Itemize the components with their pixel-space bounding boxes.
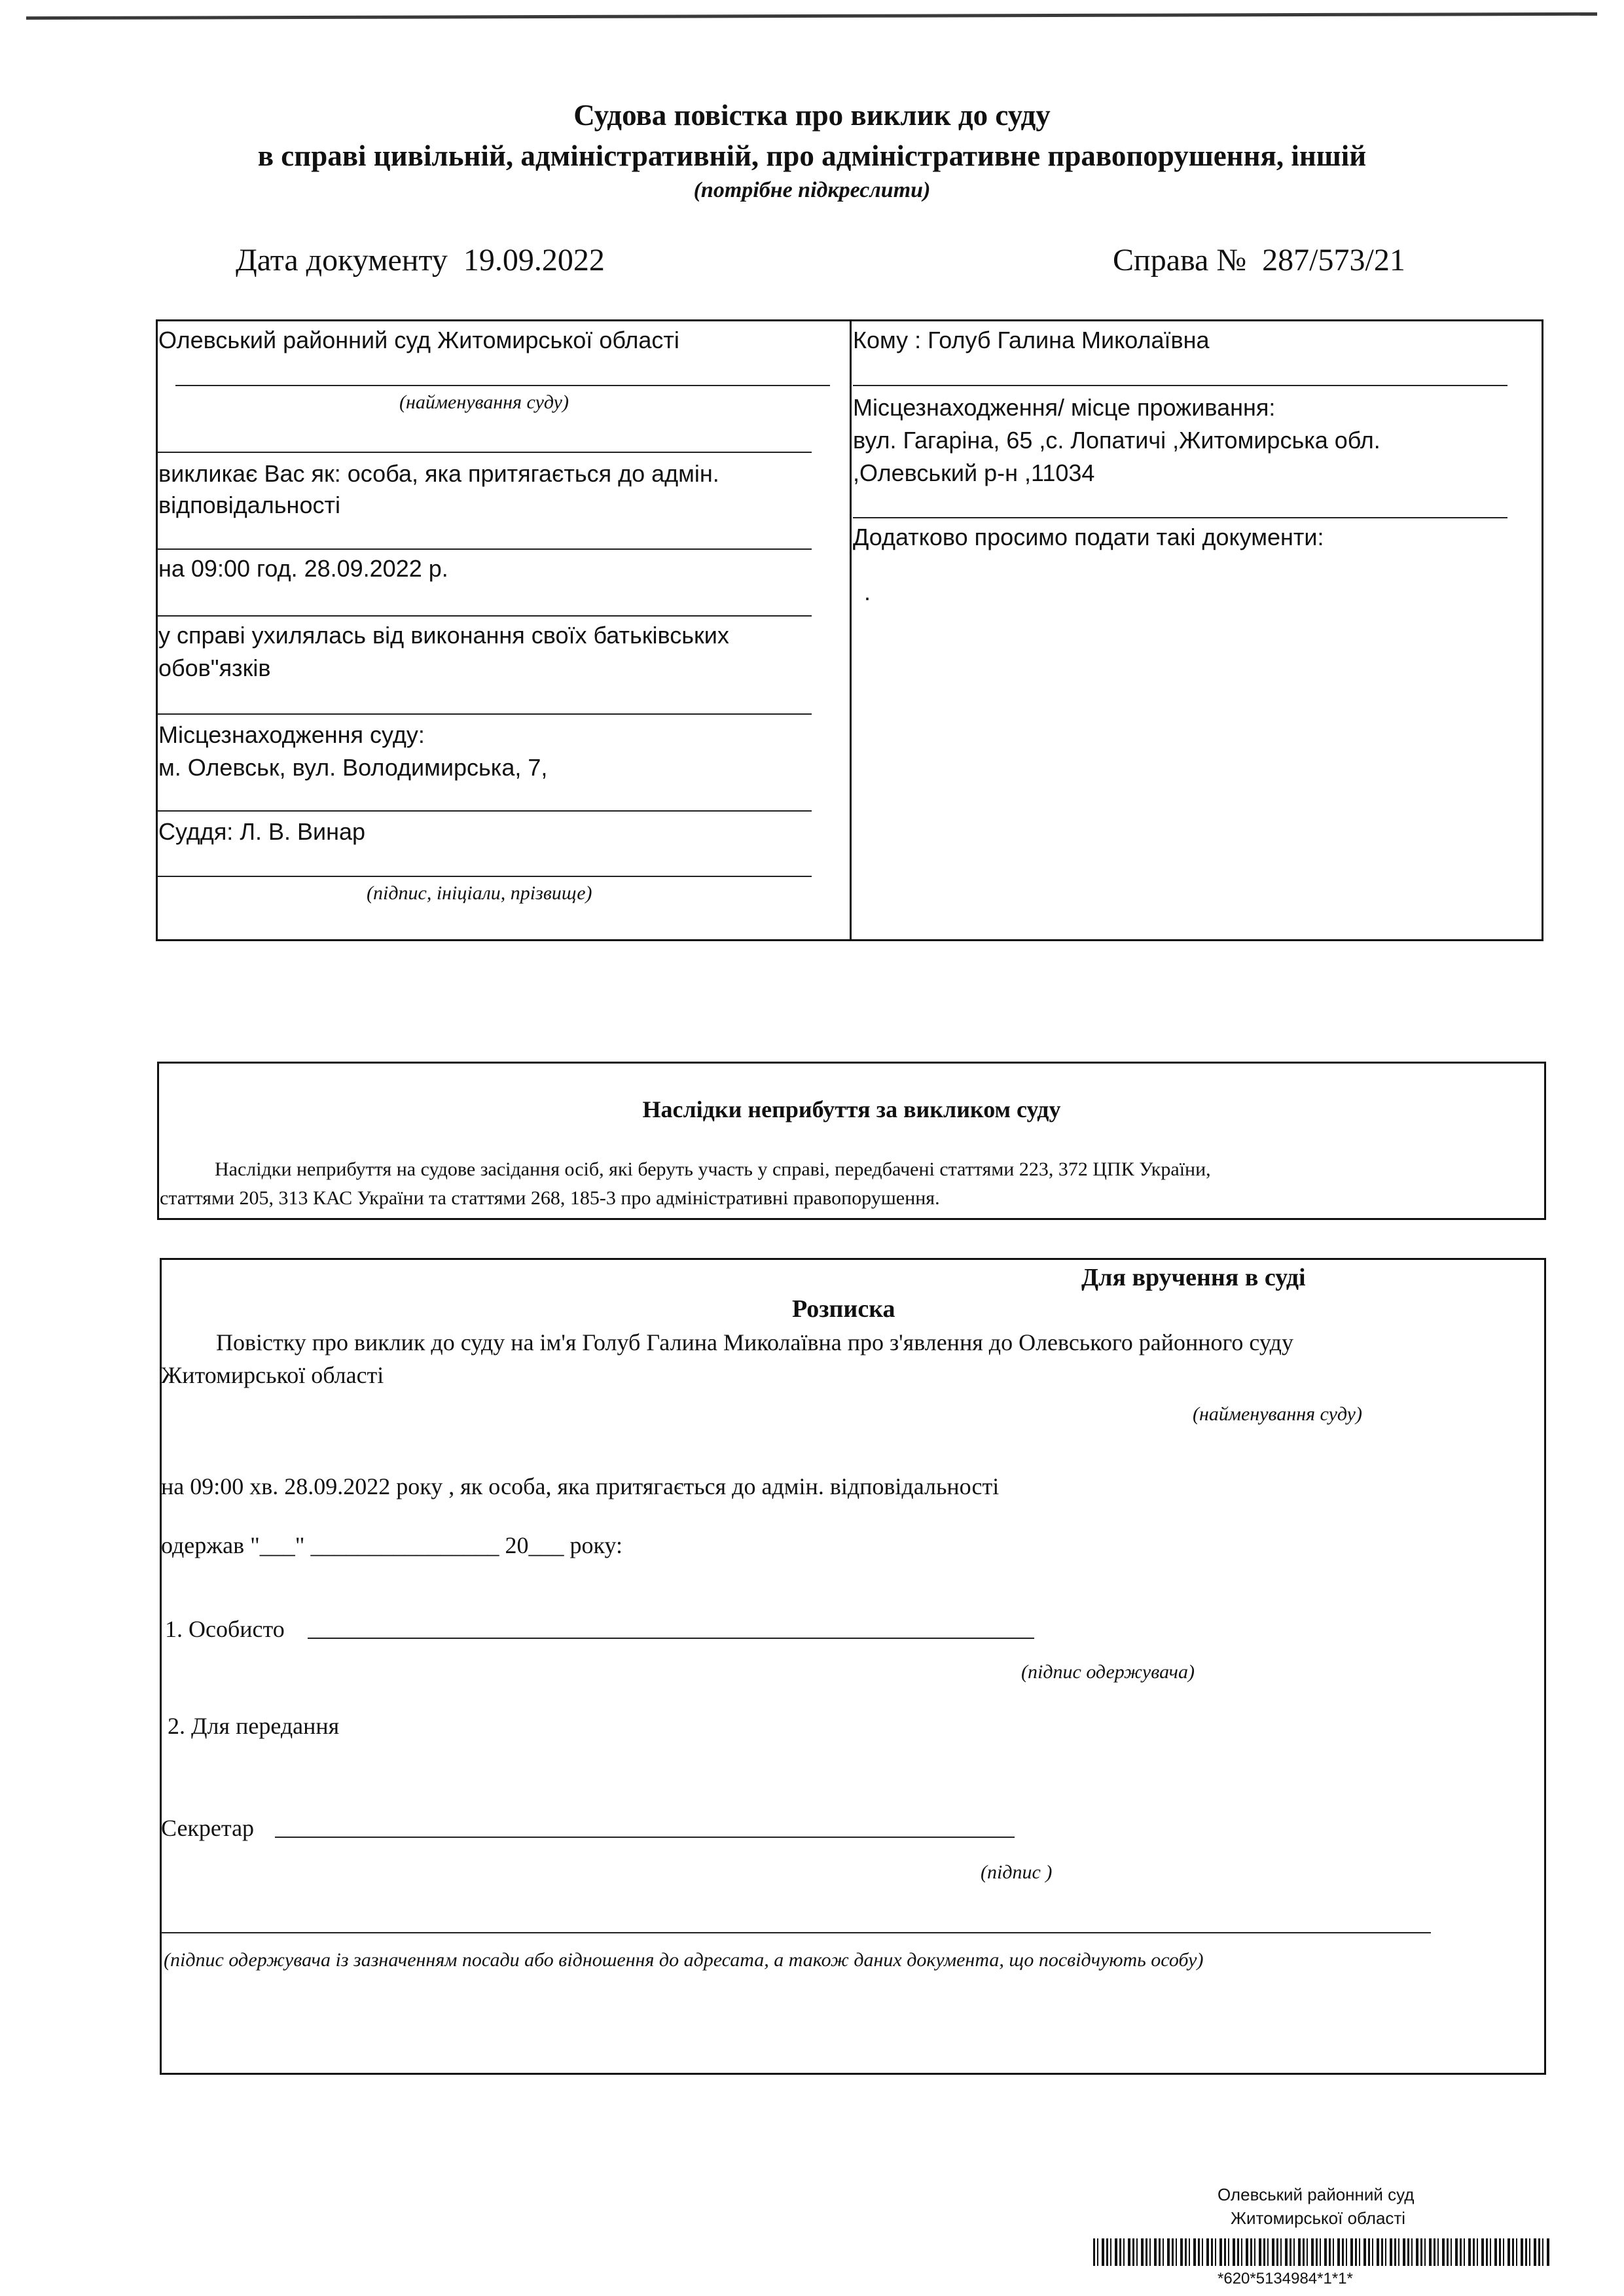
doc-date — [236, 242, 605, 278]
barcode-image — [1093, 2238, 1551, 2266]
case-subject-line1: у справі ухилялась від виконання своїх батьківських — [158, 622, 729, 649]
consequences-text-line2: статтями 205, 313 КАС України та статтями 268, 185-3 про адміністративні правопорушення. — [160, 1187, 940, 1209]
secretary-label: Секретар — [161, 1815, 255, 1841]
receipt-line1: Повістку про виклик до суду на ім'я Голуб Галина Миколаївна про з'явлення до Олевського районного суду — [216, 1329, 1293, 1355]
underline — [157, 810, 812, 812]
judge-caption: (підпис, ініціали, прізвище) — [367, 882, 592, 904]
recipient-location-label: Місцезнаходження/ місце проживання: — [853, 394, 1276, 421]
case-subject-line2: обов"язків — [158, 655, 271, 681]
for-court-label: Для вручення в суді — [1081, 1264, 1306, 1291]
received-date-field[interactable]: одержав "___" ________________ 20___ року: — [161, 1532, 623, 1558]
personally-caption: (підпис одержувача) — [1021, 1661, 1195, 1683]
page-subtitle: в справі цивільній, адміністративній, про адміністративне правопорушення, іншій — [257, 139, 1367, 172]
case-number — [1113, 242, 1405, 278]
recipient-address-line1: вул. Гагаріна, 65 ,с. Лопатичі ,Житомирська обл. — [853, 427, 1380, 454]
recipient-signature-line[interactable] — [161, 1932, 1431, 1933]
receipt-title: Розписка — [792, 1295, 895, 1323]
court-caption: (найменування суду) — [399, 391, 569, 413]
summons-as-cont: відповідальності — [158, 492, 340, 518]
underline — [157, 876, 812, 877]
transfer-label: 2. Для передання — [168, 1713, 340, 1739]
stamp-line2: Житомирської області — [1231, 2208, 1406, 2228]
secretary-caption: (підпис ) — [981, 1861, 1053, 1883]
personally-label: 1. Особисто — [165, 1616, 285, 1642]
secretary-signature-line[interactable] — [275, 1837, 1015, 1838]
doc-date-value: 19.09.2022 — [463, 243, 605, 278]
recipient: Кому : Голуб Галина Миколаївна — [853, 327, 1210, 353]
doc-date-label: Дата документу — [236, 243, 448, 278]
case-number-label: Справа № — [1113, 243, 1247, 278]
hearing-time: на 09:00 год. 28.09.2022 р. — [158, 555, 448, 582]
personally-signature-line[interactable] — [308, 1638, 1034, 1639]
underline — [157, 452, 812, 453]
recipient-address-line2: ,Олевський р-н ,11034 — [853, 459, 1095, 486]
receipt-line2: Житомирської області — [161, 1362, 384, 1388]
court-location: м. Олевськ, вул. Володимирська, 7, — [158, 754, 548, 781]
underline — [853, 385, 1507, 386]
barcode-code: *620*5134984*1*1* — [1218, 2270, 1353, 2287]
court-location-label: Місцезнаходження суду: — [158, 721, 425, 748]
receipt-court-caption: (найменування суду) — [1193, 1403, 1362, 1425]
underline — [157, 548, 812, 550]
underline — [853, 517, 1507, 518]
recipient-signature-caption: (підпис одержувача із зазначенням посади або відношення до адресата, а також даних документа, що посвідчують особу) — [164, 1949, 1204, 1971]
consequences-title: Наслідки неприбуття за викликом суду — [642, 1096, 1061, 1122]
underline — [157, 713, 812, 715]
receipt-time-line: на 09:00 хв. 28.09.2022 року , як особа, яка притягається до адмін. відповідальності — [161, 1473, 1000, 1499]
documents-value: . — [864, 579, 871, 605]
documents-label: Додатково просимо подати такі документи: — [853, 524, 1324, 550]
judge: Суддя: Л. В. Винар — [158, 818, 366, 845]
scan-edge-line — [26, 12, 1597, 20]
case-number-value: 287/573/21 — [1262, 243, 1405, 278]
stamp-line1: Олевський районний суд — [1218, 2185, 1415, 2204]
title-note: (потрібне підкреслити) — [693, 178, 931, 202]
underline — [157, 615, 812, 617]
summons-as: викликає Вас як: особа, яка притягається до адмін. — [158, 460, 719, 487]
page-title: Судова повістка про виклик до суду — [573, 99, 1051, 132]
column-divider — [850, 319, 852, 941]
underline — [175, 385, 830, 386]
court-name: Олевський районний суд Житомирської області — [158, 327, 679, 353]
consequences-text-line1: Наслідки неприбуття на судове засідання осіб, які беруть участь у справі, передбачені статтями 223, 372 ЦПК України, — [215, 1158, 1211, 1180]
